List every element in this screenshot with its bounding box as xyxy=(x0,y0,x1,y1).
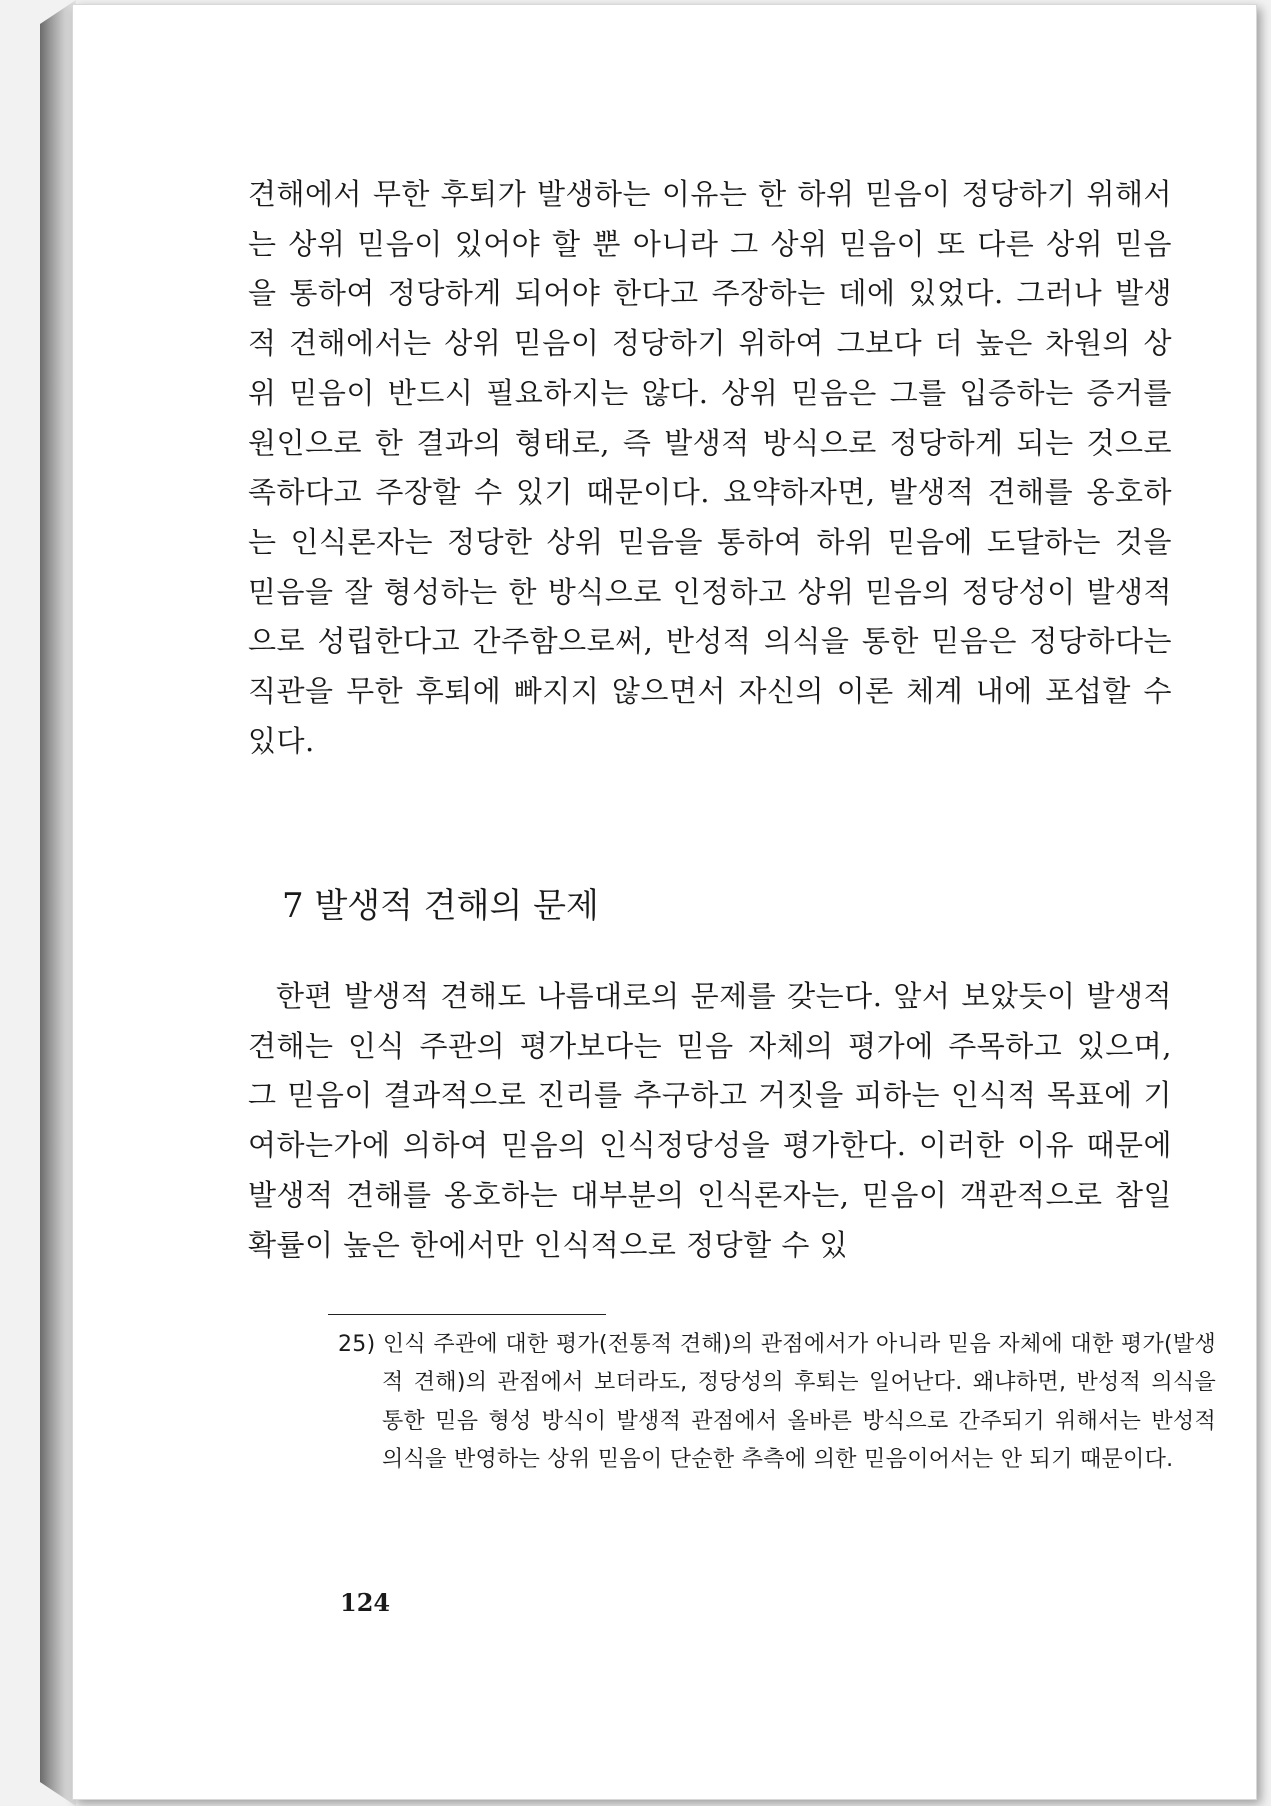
footnote-25: 25) 인식 주관에 대한 평가(전통적 견해)의 관점에서가 아니라 믿음 자체에 대한 평가(발생적 견해)의 관점에서 보더라도, 정당성의 후퇴는 일어난다. 왜냐하면, 반성적 의식을 통한 믿음 형성 방식이 발생적 관점에서 올바른 방식으로 간주되기 위해서는 반성적 의식을 반영하는 상위 믿음이 단순한 추측에 의한 믿음이어서는 안 되기 때문이다. xyxy=(338,1332,1216,1472)
paragraph-section-start: 한편 발생적 견해도 나름대로의 문제를 갖는다. 앞서 보았듯이 발생적 견해는 인식 주관의 평가보다는 믿음 자체의 평가에 주목하고 있으며, 그 믿음이 결과적으로 진리를 추구하고 거짓을 피하는 인식적 목표에 기여하는가에 의하여 믿음의 인식정당성을 평가한다. 이러한 이유 때문에 발생적 견해를 옹호하는 대부분의 인식론자는, 믿음이 객관적으로 참일 확률이 높은 한에서만 인식적으로 정당할 수 있 xyxy=(248,979,1172,1262)
book-spine-edge xyxy=(40,0,76,1806)
paragraph-continued: 견해에서 무한 후퇴가 발생하는 이유는 한 하위 믿음이 정당하기 위해서는 상위 믿음이 있어야 할 뿐 아니라 그 상위 믿음이 또 다른 상위 믿음을 통하여 정당하게 되어야 한다고 주장하는 데에 있었다. 그러나 발생적 견해에서는 상위 믿음이 정당하기 위하여 그보다 더 높은 차원의 상위 믿음이 반드시 필요하지는 않다. 상위 믿음은 그를 입증하는 증거를 원인으로 한 결과의 형태로, 즉 발생적 방식으로 정당하게 되는 것으로 족하다고 주장할 수 있기 때문이다. 요약하자면, 발생적 견해를 옹호하는 인식론자는 정당한 상위 믿음을 통하여 하위 믿음에 도달하는 것을 믿음을 잘 형성하는 한 방식으로 인정하고 상위 믿음의 정당성이 발생적으로 성립한다고 간주함으로써, 반성적 의식을 통한 믿음은 정당하다는 직관을 무한 후퇴에 빠지지 않으면서 자신의 이론 체계 내에 포섭할 수 있다. xyxy=(248,177,1172,758)
footnote-separator xyxy=(328,1314,606,1315)
book-page xyxy=(72,4,1257,1800)
page-number: 124 xyxy=(340,1588,391,1617)
body-text-block xyxy=(248,170,1172,766)
section-heading: 7 발생적 견해의 문제 xyxy=(282,886,599,926)
